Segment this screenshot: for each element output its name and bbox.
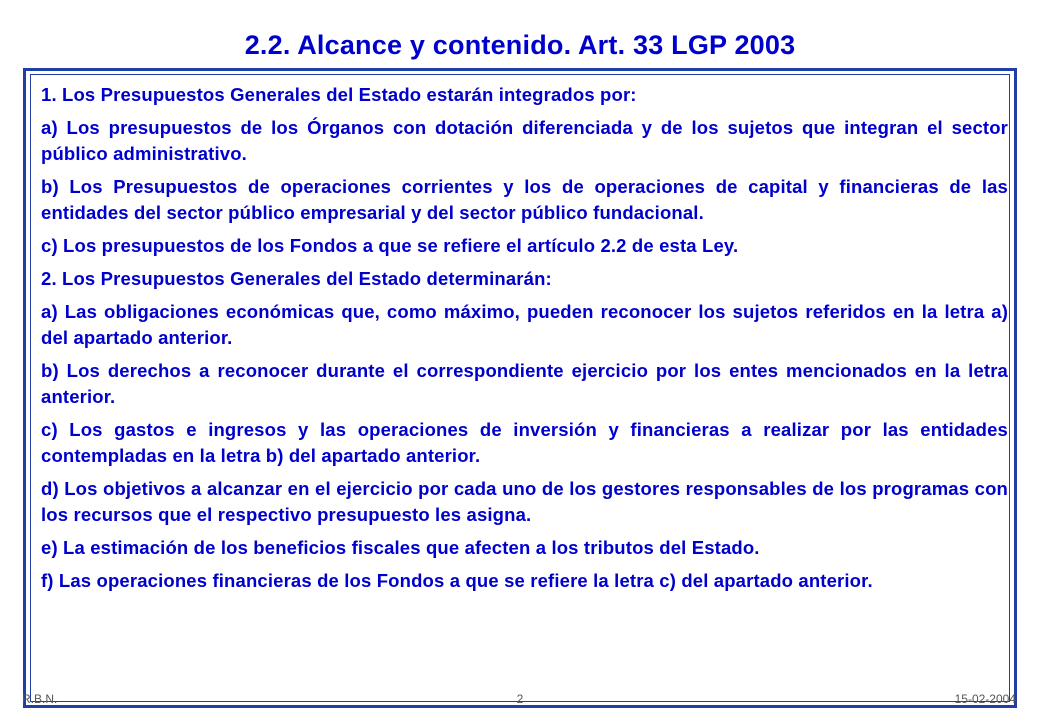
paragraph-2d: d) Los objetivos a alcanzar en el ejercicio por cada uno de los gestores responsables de los programas con los recursos que el respectivo presupuesto les asigna. xyxy=(41,478,1008,525)
footer-author: R.B.N. xyxy=(22,692,58,706)
slide-body xyxy=(41,82,1008,601)
slide-title: 2.2. Alcance y contenido. Art. 33 LGP 2003 xyxy=(244,30,796,60)
paragraph-2b: b) Los derechos a reconocer durante el correspondiente ejercicio por los entes mencionados en la letra anterior. xyxy=(41,360,1008,407)
paragraph-1b: b) Los Presupuestos de operaciones corrientes y los de operaciones de capital y financieras de las entidades del sector público empresarial y del sector público fundacional. xyxy=(41,176,1008,223)
paragraph-1-heading: 1. Los Presupuestos Generales del Estado estarán integrados por: xyxy=(41,84,637,105)
paragraph-2a: a) Las obligaciones económicas que, como máximo, pueden reconocer los sujetos referidos en la letra a) del apartado anterior. xyxy=(41,301,1008,348)
paragraph-1a: a) Los presupuestos de los Órganos con dotación diferenciada y de los sujetos que integran el sector público administrativo. xyxy=(41,117,1008,164)
paragraph-2-heading: 2. Los Presupuestos Generales del Estado determinarán: xyxy=(41,268,552,289)
paragraph-2e: e) La estimación de los beneficios fiscales que afecten a los tributos del Estado. xyxy=(41,537,760,558)
footer-page-number: 2 xyxy=(516,692,524,706)
paragraph-2f: f) Las operaciones financieras de los Fondos a que se refiere la letra c) del apartado anterior. xyxy=(41,570,873,591)
footer-date: 15-02-2004 xyxy=(954,692,1016,706)
paragraph-2c: c) Los gastos e ingresos y las operaciones de inversión y financieras a realizar por las entidades contempladas en la letra b) del apartado anterior. xyxy=(41,419,1008,466)
paragraph-1c: c) Los presupuestos de los Fondos a que se refiere el artículo 2.2 de esta Ley. xyxy=(41,235,739,256)
